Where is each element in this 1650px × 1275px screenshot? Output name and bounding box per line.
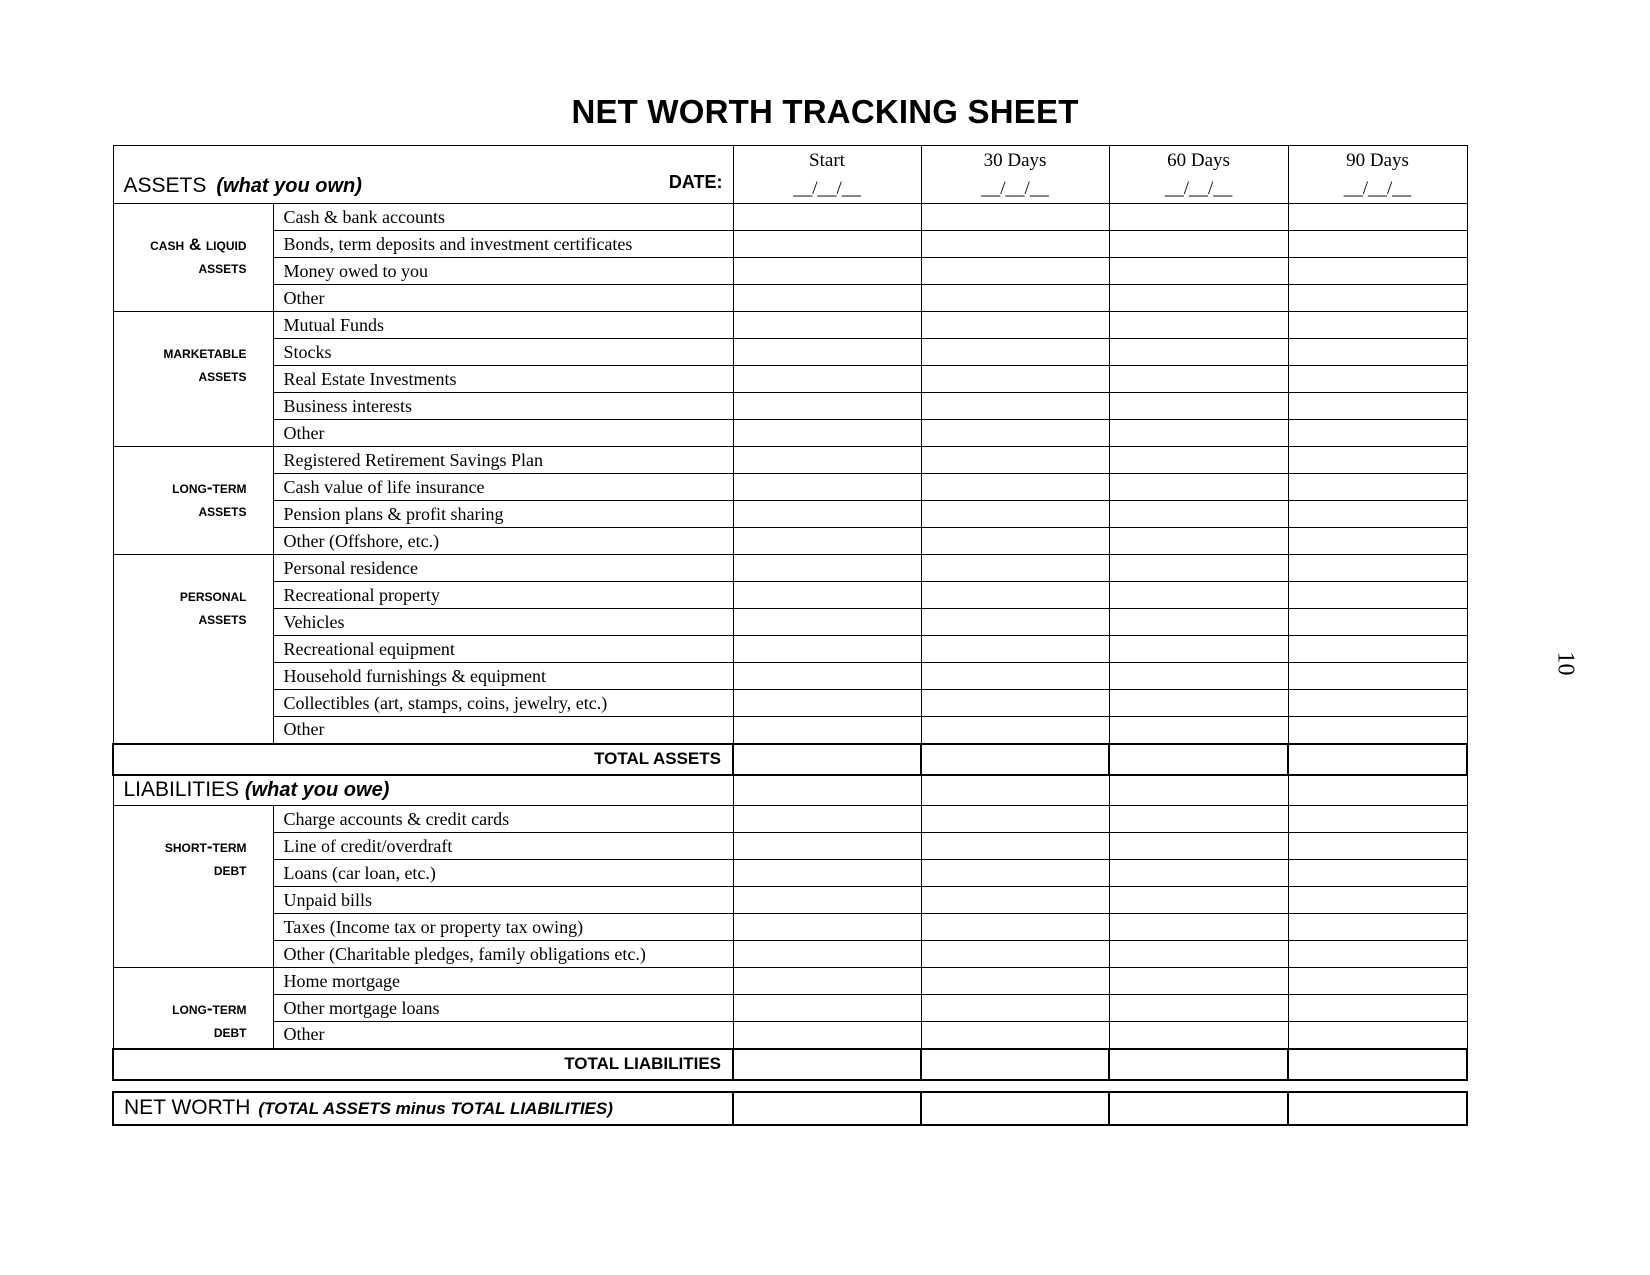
value-cell[interactable] [1288,914,1467,941]
net-worth-subtitle: (TOTAL ASSETS minus TOTAL LIABILITIES) [258,1099,613,1118]
line-item-label: Personal residence [273,555,733,582]
category-line: debt [213,860,247,879]
line-item-label: Bonds, term deposits and investment certificates [273,231,733,258]
value-cell[interactable] [1109,860,1288,887]
line-item-label: Vehicles [273,609,733,636]
table-row [113,528,1467,555]
assets-subtitle: (what you own) [216,175,362,197]
line-item-label: Household furnishings & equipment [273,663,733,690]
value-cell[interactable] [733,285,921,312]
table-row [113,366,1467,393]
value-cell[interactable] [921,582,1109,609]
table-row [113,339,1467,366]
category-label [113,204,273,312]
category-line: assets [198,501,247,520]
value-cell[interactable] [921,941,1109,968]
liabilities-label: LIABILITIES [123,778,240,802]
value-cell[interactable] [1288,555,1467,582]
value-cell[interactable] [1109,204,1288,231]
value-cell[interactable] [733,528,921,555]
value-cell[interactable] [733,339,921,366]
value-cell[interactable] [1109,663,1288,690]
value-cell[interactable] [1288,420,1467,447]
value-cell[interactable] [1288,447,1467,474]
category-line: long-term [172,478,247,497]
value-cell[interactable] [921,258,1109,285]
value-cell[interactable] [921,968,1109,995]
value-cell[interactable] [1109,501,1288,528]
value-cell[interactable] [1288,744,1467,775]
line-item-label: Charge accounts & credit cards [273,806,733,833]
value-cell[interactable] [1109,941,1288,968]
value-cell[interactable] [1109,744,1288,775]
value-cell[interactable] [921,447,1109,474]
category-line: assets [198,258,247,277]
liabilities-header-row [113,775,1467,806]
value-cell[interactable] [921,393,1109,420]
value-cell[interactable] [1109,995,1288,1022]
value-cell[interactable] [1109,474,1288,501]
value-cell[interactable] [733,968,921,995]
table-row [113,501,1467,528]
value-cell[interactable] [733,582,921,609]
line-item-label: Other [273,420,733,447]
value-cell[interactable] [1109,914,1288,941]
line-item-label: Other [273,1022,733,1049]
value-cell[interactable] [1288,204,1467,231]
assets-header-cell [113,146,733,204]
value-cell[interactable] [1288,1022,1467,1049]
value-cell[interactable] [1288,582,1467,609]
value-cell[interactable] [1109,833,1288,860]
date-blank[interactable]: __/__/__ [793,177,861,199]
header-row [113,146,1467,204]
value-cell[interactable] [1288,690,1467,717]
value-cell[interactable] [1109,393,1288,420]
spacer [113,1080,1467,1092]
date-label: DATE: [668,172,723,192]
value-cell[interactable] [733,420,921,447]
page-title: NET WORTH TRACKING SHEET [571,93,1079,130]
value-cell[interactable] [1288,501,1467,528]
value-cell[interactable] [921,717,1109,744]
value-cell[interactable] [733,995,921,1022]
value-cell[interactable] [1288,285,1467,312]
value-cell[interactable] [1109,887,1288,914]
table-row [113,474,1467,501]
value-cell[interactable] [1288,231,1467,258]
table-row [113,393,1467,420]
line-item-label: Cash & bank accounts [273,204,733,231]
value-cell[interactable] [1109,555,1288,582]
value-cell[interactable] [1109,806,1288,833]
category-label [113,968,273,1049]
value-cell[interactable] [921,775,1109,806]
category-label [113,447,273,555]
column-label: 90 Days [1346,149,1409,171]
value-cell[interactable] [1109,636,1288,663]
table-row [113,1022,1467,1049]
category-line: assets [198,609,247,628]
value-cell[interactable] [921,995,1109,1022]
line-item-label: Money owed to you [273,258,733,285]
value-cell[interactable] [733,775,921,806]
line-item-label: Other (Charitable pledges, family obligations etc.) [273,941,733,968]
table-row [113,204,1467,231]
net-worth-table [112,145,1468,1126]
value-cell[interactable] [733,887,921,914]
value-cell[interactable] [921,887,1109,914]
assets-heading [124,174,362,198]
table-row [113,285,1467,312]
date-blank[interactable]: __/__/__ [981,177,1049,199]
value-cell[interactable] [921,860,1109,887]
value-cell[interactable] [733,1022,921,1049]
total-assets-row [113,744,1467,775]
net-worth-label: NET WORTH [124,1096,251,1119]
value-cell[interactable] [733,501,921,528]
table-row [113,968,1467,995]
line-item-label: Taxes (Income tax or property tax owing) [273,914,733,941]
value-cell[interactable] [921,806,1109,833]
value-cell[interactable] [921,528,1109,555]
liabilities-subtitle: (what you owe) [244,779,390,802]
value-cell[interactable] [733,609,921,636]
value-cell[interactable] [1288,1049,1467,1080]
table-row [113,914,1467,941]
line-item-label: Unpaid bills [273,887,733,914]
value-cell[interactable] [733,663,921,690]
value-cell[interactable] [1109,366,1288,393]
column-label: 60 Days [1167,149,1230,171]
value-cell[interactable] [1288,339,1467,366]
value-cell[interactable] [1288,968,1467,995]
category-line: debt [213,1022,247,1041]
column-header-90-days [1288,146,1467,204]
value-cell[interactable] [921,914,1109,941]
value-cell[interactable] [733,447,921,474]
line-item-label: Cash value of life insurance [273,474,733,501]
value-cell[interactable] [1109,968,1288,995]
value-cell[interactable] [921,1092,1109,1125]
value-cell[interactable] [1288,312,1467,339]
spacer-row [113,1080,1467,1092]
value-cell[interactable] [1109,312,1288,339]
value-cell[interactable] [1288,474,1467,501]
value-cell[interactable] [1288,528,1467,555]
table-row [113,258,1467,285]
value-cell[interactable] [1288,636,1467,663]
value-cell[interactable] [1109,609,1288,636]
line-item-label: Business interests [273,393,733,420]
assets-label: ASSETS [123,174,207,197]
line-item-label: Recreational property [273,582,733,609]
value-cell[interactable] [1288,663,1467,690]
value-cell[interactable] [1288,941,1467,968]
line-item-label: Other [273,285,733,312]
value-cell[interactable] [1288,258,1467,285]
value-cell[interactable] [1288,833,1467,860]
value-cell[interactable] [733,555,921,582]
category-line: short-term [164,837,247,856]
table-row [113,995,1467,1022]
line-item-label: Other [273,717,733,744]
value-cell[interactable] [733,258,921,285]
category-line: marketable [163,343,247,362]
value-cell[interactable] [733,833,921,860]
value-cell[interactable] [1288,609,1467,636]
value-cell[interactable] [733,231,921,258]
value-cell[interactable] [1109,447,1288,474]
page-number: 10 [1552,651,1579,676]
value-cell[interactable] [1288,806,1467,833]
value-cell[interactable] [1109,285,1288,312]
value-cell[interactable] [921,285,1109,312]
date-blank[interactable]: __/__/__ [1164,177,1233,199]
value-cell[interactable] [1109,717,1288,744]
value-cell[interactable] [921,231,1109,258]
value-cell[interactable] [921,474,1109,501]
table-row [113,582,1467,609]
line-item-label: Other (Offshore, etc.) [273,528,733,555]
value-cell[interactable] [733,860,921,887]
value-cell[interactable] [733,312,921,339]
line-item-label: Line of credit/overdraft [273,833,733,860]
table-row [113,690,1467,717]
line-item-label: Registered Retirement Savings Plan [273,447,733,474]
line-item-label: Real Estate Investments [273,366,733,393]
value-cell[interactable] [1288,995,1467,1022]
value-cell[interactable] [921,204,1109,231]
table-row [113,663,1467,690]
value-cell[interactable] [921,636,1109,663]
value-cell[interactable] [733,474,921,501]
category-label [113,806,273,968]
category-label [113,555,273,744]
value-cell[interactable] [733,636,921,663]
category-line: assets [198,366,247,385]
value-cell[interactable] [1109,231,1288,258]
category-line: personal [179,586,247,605]
net-worth-row [113,1092,1467,1125]
value-cell[interactable] [733,1049,921,1080]
line-item-label: Other mortgage loans [273,995,733,1022]
value-cell[interactable] [733,717,921,744]
table-row [113,941,1467,968]
table-row [113,447,1467,474]
line-item-label: Home mortgage [273,968,733,995]
value-cell[interactable] [1109,1022,1288,1049]
column-header-30-days [921,146,1109,204]
total-liabilities-row [113,1049,1467,1080]
value-cell[interactable] [1109,420,1288,447]
net-worth-heading [113,1092,733,1125]
value-cell[interactable] [1109,775,1288,806]
table-row [113,312,1467,339]
date-blank[interactable]: __/__/__ [1343,177,1412,199]
liabilities-heading [113,775,733,806]
value-cell[interactable] [733,914,921,941]
value-cell[interactable] [733,393,921,420]
value-cell[interactable] [1288,860,1467,887]
value-cell[interactable] [1288,775,1467,806]
table-row [113,636,1467,663]
value-cell[interactable] [921,690,1109,717]
value-cell[interactable] [1109,528,1288,555]
table-row [113,609,1467,636]
line-item-label: Mutual Funds [273,312,733,339]
value-cell[interactable] [733,806,921,833]
value-cell[interactable] [733,366,921,393]
column-header-start [733,146,921,204]
value-cell[interactable] [1288,717,1467,744]
value-cell[interactable] [733,941,921,968]
value-cell[interactable] [1109,339,1288,366]
value-cell[interactable] [1109,582,1288,609]
value-cell[interactable] [921,339,1109,366]
value-cell[interactable] [921,312,1109,339]
line-item-label: Loans (car loan, etc.) [273,860,733,887]
line-item-label: Pension plans & profit sharing [273,501,733,528]
table-row [113,887,1467,914]
value-cell[interactable] [921,420,1109,447]
category-line: cash & liquid [150,235,247,254]
value-cell[interactable] [1288,393,1467,420]
value-cell[interactable] [733,204,921,231]
value-cell[interactable] [1288,887,1467,914]
value-cell[interactable] [1109,258,1288,285]
total-liabilities-row-label: TOTAL LIABILITIES [113,1049,733,1080]
value-cell[interactable] [1109,1049,1288,1080]
value-cell[interactable] [921,1022,1109,1049]
value-cell[interactable] [921,366,1109,393]
value-cell[interactable] [921,833,1109,860]
value-cell[interactable] [733,690,921,717]
column-header-60-days [1109,146,1288,204]
table-row [113,860,1467,887]
value-cell[interactable] [1288,366,1467,393]
column-label: Start [809,149,845,171]
line-item-label: Stocks [273,339,733,366]
table-row [113,806,1467,833]
value-cell[interactable] [921,663,1109,690]
line-item-label: Collectibles (art, stamps, coins, jewelry, etc.) [273,690,733,717]
line-item-label: Recreational equipment [273,636,733,663]
value-cell[interactable] [733,1092,921,1125]
table-row [113,231,1467,258]
value-cell[interactable] [921,609,1109,636]
value-cell[interactable] [733,744,921,775]
category-line: long-term [172,999,247,1018]
table-row [113,555,1467,582]
value-cell[interactable] [1109,690,1288,717]
column-label: 30 Days [983,149,1047,171]
value-cell[interactable] [1288,1092,1467,1125]
value-cell[interactable] [921,744,1109,775]
category-label [113,312,273,447]
value-cell[interactable] [921,501,1109,528]
value-cell[interactable] [921,555,1109,582]
table-row [113,833,1467,860]
value-cell[interactable] [921,1049,1109,1080]
total-assets-row-label: TOTAL ASSETS [113,744,733,775]
table-row [113,717,1467,744]
value-cell[interactable] [1109,1092,1288,1125]
table-row [113,420,1467,447]
